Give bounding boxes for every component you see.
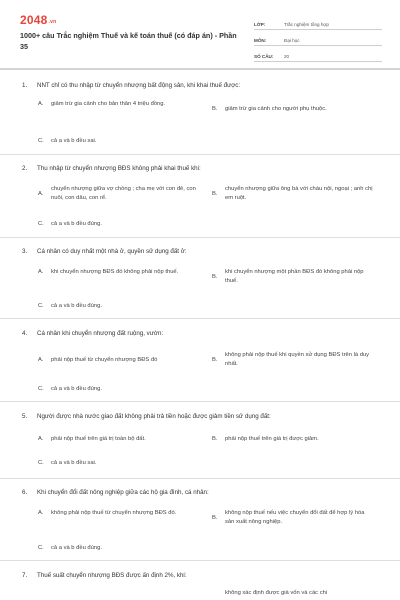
option-b[interactable] (212, 589, 375, 598)
header-divider (0, 68, 400, 70)
option-text: cả a và b đều đúng. (51, 386, 102, 392)
option-b[interactable] (212, 185, 375, 203)
option-text: không xác định được giá vốn và các chi (225, 590, 328, 596)
option-c[interactable] (38, 220, 201, 229)
question-divider (0, 237, 400, 238)
question-prompt: Thuế suất chuyển nhượng BĐS được ấn định 2%, khi: (37, 572, 187, 579)
option-text: giảm trừ gia cảnh cho bản thân 4 triệu đồng. (51, 101, 166, 107)
option-letter: C. (38, 303, 44, 309)
question-prompt: NNT chỉ có thu nhập từ chuyển nhượng bất động sản, khi khai thuế được: (37, 82, 241, 89)
meta-row-class (254, 14, 382, 30)
option-c[interactable] (38, 137, 201, 146)
option-letter: A. (38, 101, 44, 107)
option-text: cả a và b đều sai. (51, 138, 97, 144)
question-prompt: Người được nhà nước giao đất không phải trả tiền hoặc được giảm tiền sử dụng đất: (37, 413, 271, 420)
option-letter: C. (38, 545, 44, 551)
option-text: cả a và b đều đúng. (51, 545, 102, 551)
option-text: cả a và b đều đúng. (51, 221, 102, 227)
option-letter: B. (212, 190, 218, 197)
question-prompt: Khi chuyển đổi đất nông nghiệp giữa các hộ gia đình, cá nhân: (37, 489, 209, 496)
meta-key: LỚP: (254, 22, 266, 27)
question-prompt: Cá nhân khi chuyển nhượng đất ruộng, vườn: (37, 330, 164, 337)
question-text (22, 165, 382, 172)
option-text: giảm trừ gia cảnh cho người phụ thuộc. (225, 106, 327, 112)
option-text: cả a và b đều đúng. (51, 303, 102, 309)
question-divider (0, 154, 400, 155)
question-number: 4. (22, 330, 28, 337)
option-text: không nộp thuế nếu việc chuyển đổi đất để hợp lý hóa sản xuất nông nghiệp. (225, 510, 365, 525)
option-letter: A. (38, 510, 44, 516)
option-b[interactable] (212, 351, 375, 369)
question-number: 6. (22, 489, 28, 496)
question-divider (0, 560, 400, 561)
question-text (22, 248, 382, 255)
option-c[interactable] (38, 302, 201, 311)
option-letter: B. (212, 514, 218, 521)
option-text: phải nộp thuế từ chuyển nhượng BĐS đó (51, 357, 158, 363)
option-b[interactable] (212, 509, 375, 527)
meta-key: MÔN: (254, 38, 267, 43)
question-divider (0, 318, 400, 319)
question-number: 3. (22, 248, 28, 255)
question-text (22, 413, 382, 420)
option-a[interactable] (38, 356, 201, 365)
question-divider (0, 401, 400, 402)
option-b[interactable] (212, 435, 375, 444)
question-text (22, 572, 382, 579)
option-c[interactable] (38, 385, 201, 394)
option-text: khi chuyển nhượng một phần BĐS đó không phải nộp thuế. (225, 269, 364, 284)
option-a[interactable] (38, 509, 201, 518)
logo-suffix: .vn (48, 19, 57, 25)
meta-value: 20 (284, 54, 290, 59)
option-letter: A. (38, 357, 44, 363)
option-text: không phải nộp thuế khi quyền sử dụng BĐS trên là duy nhất. (225, 352, 370, 367)
option-text: phải nộp thuế trên giá trị toàn bộ đất. (51, 436, 146, 442)
question-number: 1. (22, 82, 28, 89)
option-text: phải nộp thuế trên giá trị được giảm. (225, 436, 319, 442)
question-text (22, 489, 382, 496)
option-b[interactable] (212, 105, 375, 114)
option-a[interactable] (38, 185, 201, 203)
option-a[interactable] (38, 435, 201, 444)
question-number: 7. (22, 572, 28, 579)
meta-value: Trắc nghiệm tổng hợp (284, 22, 329, 27)
question-text (22, 330, 382, 337)
question-prompt: Cá nhân có duy nhất một nhà ở, quyền sử dụng đất ở: (37, 248, 187, 255)
meta-value: Đại học (284, 38, 300, 43)
option-letter: C. (38, 460, 44, 466)
option-letter: B. (212, 273, 218, 280)
option-a[interactable] (38, 268, 201, 277)
option-text: khi chuyển nhượng BĐS đó không phải nộp thuế. (51, 269, 179, 275)
question-text (22, 82, 382, 89)
page-header (0, 0, 400, 68)
question-divider (0, 478, 400, 479)
option-letter: B. (212, 356, 218, 363)
question-number: 5. (22, 413, 28, 420)
option-letter: A. (38, 190, 44, 197)
logo-main: 2048 (20, 13, 48, 27)
option-letter: C. (38, 138, 44, 144)
option-letter: B. (212, 436, 218, 442)
option-c[interactable] (38, 544, 201, 553)
question-number: 2. (22, 165, 28, 172)
meta-row-subject (254, 30, 382, 46)
meta-key: SỐ CÂU: (254, 54, 274, 59)
option-letter: B. (212, 106, 218, 112)
option-letter: A. (38, 269, 44, 275)
option-letter: A. (38, 436, 44, 442)
option-letter: C. (38, 386, 44, 392)
meta-info (254, 14, 382, 62)
option-text: không phải nộp thuế từ chuyển nhượng BĐS đó. (51, 510, 177, 516)
option-text: chuyển nhượng giữa ông bà với cháu nội, ngoại ; anh chị em ruột. (225, 186, 373, 201)
question-prompt: Thu nhập từ chuyển nhượng BĐS không phải khai thuế khi: (37, 165, 201, 172)
option-b[interactable] (212, 268, 375, 286)
option-a[interactable] (38, 100, 201, 109)
option-c[interactable] (38, 459, 201, 468)
option-letter: C. (38, 221, 44, 227)
option-text: cả a và b đều sai. (51, 460, 97, 466)
page-title: 1000+ câu Trắc nghiệm Thuế và kế toán thuế (có đáp án) - Phần 35 (20, 31, 237, 51)
meta-row-count (254, 46, 382, 62)
site-logo[interactable] (20, 13, 56, 27)
option-text: chuyển nhượng giữa vợ chồng ; cha mẹ với con đẻ, con nuôi, con dâu, con rể. (51, 186, 196, 201)
